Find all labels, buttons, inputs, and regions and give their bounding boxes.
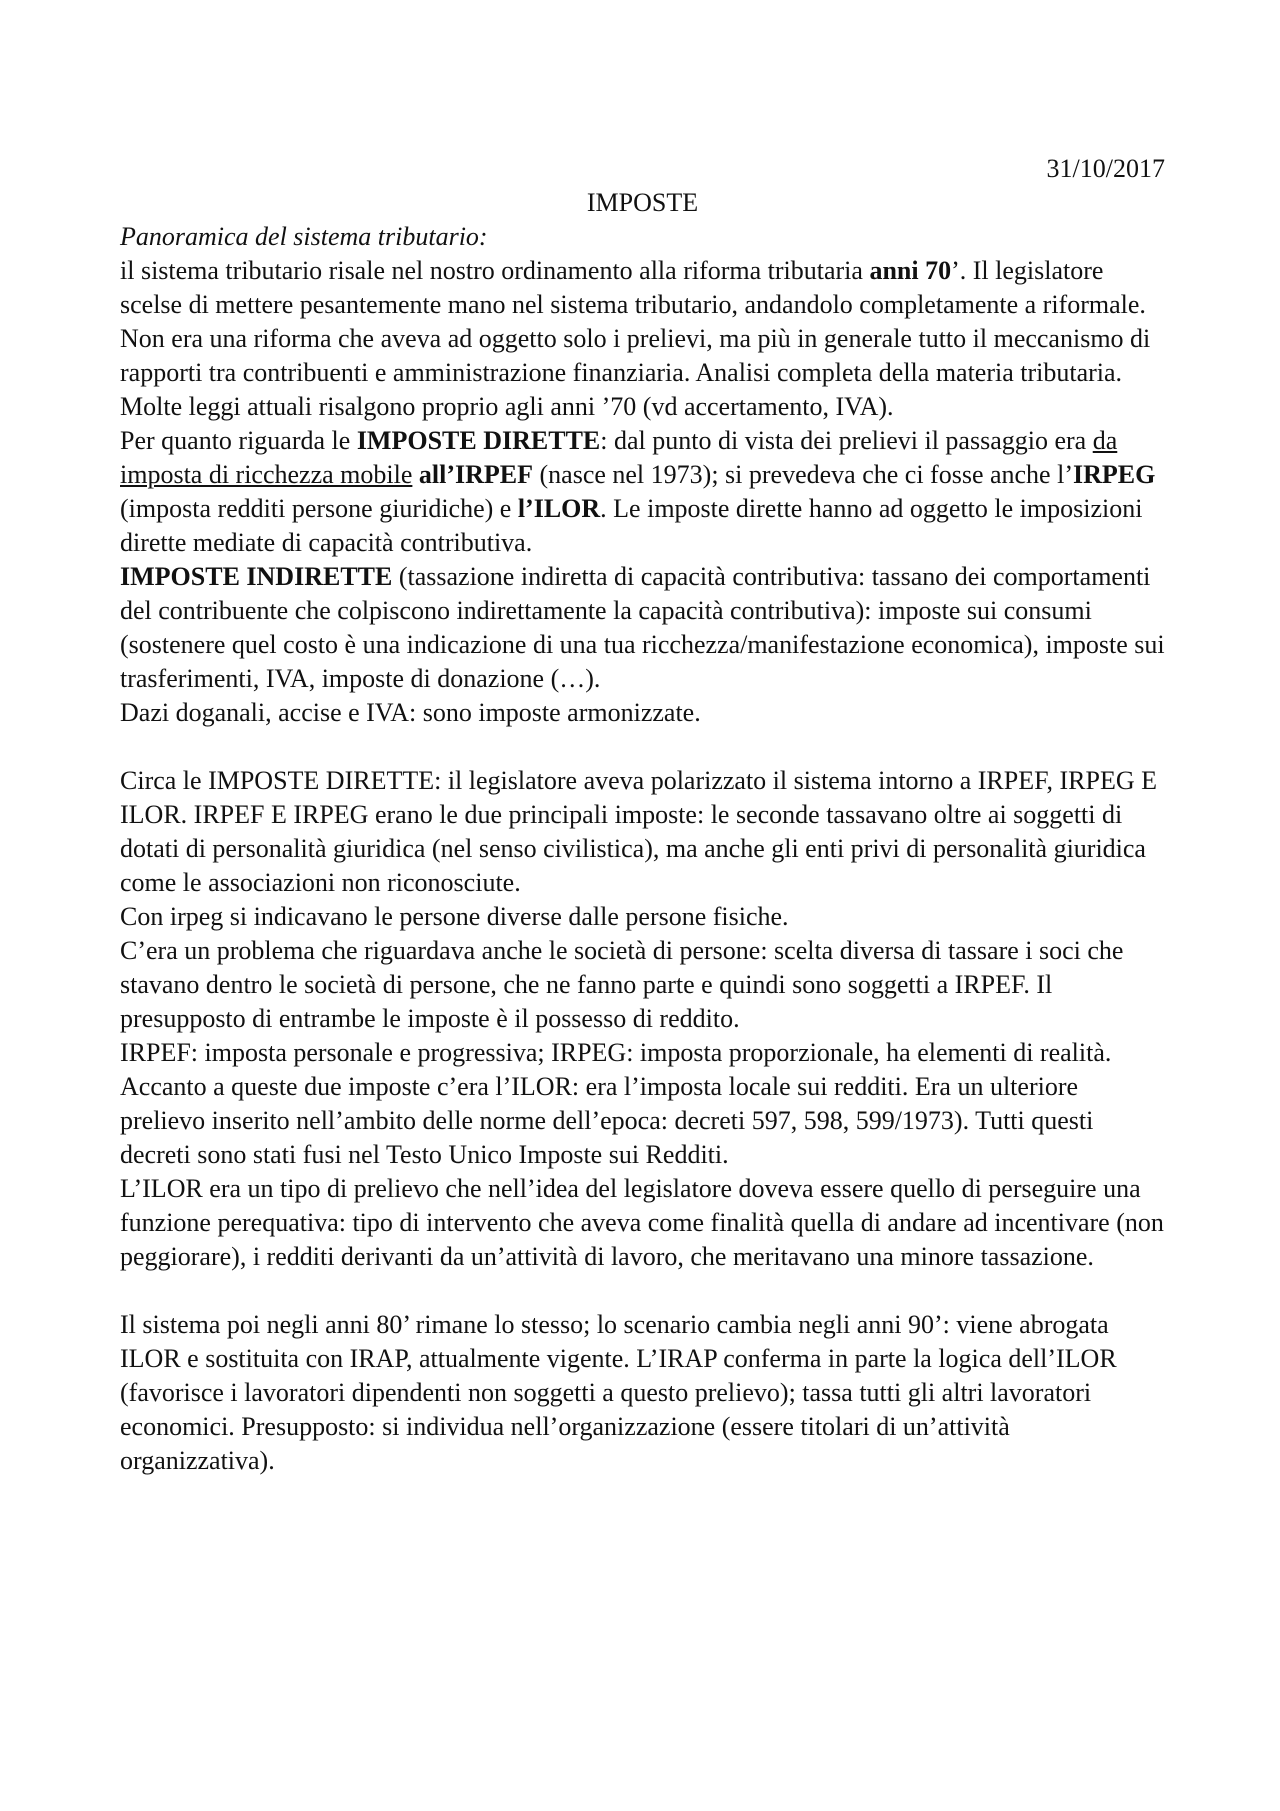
paragraph-leggi-attuali: Molte leggi attuali risalgono proprio agli anni ’70 (vd accertamento, IVA). [120,392,894,421]
paragraph-societa-persone: C’era un problema che riguardava anche le società di persone: scelta diversa di tassare i soci che stavano dentro le società di persone, che ne fanno parte e quindi sono soggetti a IRPEF. Il presupposto di entrambe le imposte è il possesso di reddito. [120,936,1124,1033]
bold-irpeg: IRPEG [1072,460,1156,489]
paragraph-irpeg: Con irpeg si indicavano le persone diverse dalle persone fisiche. [120,902,789,931]
paragraph-irap: Il sistema poi negli anni 80’ rimane lo stesso; lo scenario cambia negli anni 90’: viene abrogata ILOR e sostituita con IRAP, attualmente vigente. L’IRAP conferma in parte la logica dell’ILOR (favorisce i lavoratori dipendenti non soggetti a questo prelievo); tassa tutti gli altri lavoratori economici. Presupposto: si individua nell’organizzazione (essere titolari di un’attività organizzativa). [120,1310,1117,1475]
bold-ilor: l’ILOR [517,494,601,523]
underlined-ricchezza-mobile: da imposta di ricchezza mobile [120,426,1118,489]
paragraph-spacer [120,1274,1165,1308]
bold-imposte-indirette: IMPOSTE INDIRETTE [120,562,393,591]
paragraph-irpef-irpeg: IRPEF: imposta personale e progressiva; IRPEG: imposta proporzionale, ha elementi di realità. [120,1038,1112,1067]
section-subtitle: Panoramica del sistema tributario: [120,222,488,251]
bold-imposte-dirette: IMPOSTE DIRETTE [356,426,601,455]
paragraph-ilor-funzione: L’ILOR era un tipo di prelievo che nell’idea del legislatore doveva essere quello di perseguire una funzione perequativa: tipo di intervento che aveva come finalità quella di andare ad incentivare (non peggiorare), i redditi derivanti da un’attività di lavoro, che meritavano una minore tassazione. [120,1174,1164,1271]
paragraph-circa-imposte-dirette: Circa le IMPOSTE DIRETTE: il legislatore aveva polarizzato il sistema intorno a IRPEF, IRPEG E ILOR. IRPEF E IRPEG erano le due principali imposte: le seconde tassavano oltre ai soggetti di dotati di personalità giuridica (nel senso civilistica), ma anche gli enti privi di personalità giuridica come le associazioni non riconosciute. [120,766,1157,897]
paragraph-riforma: il sistema tributario risale nel nostro ordinamento alla riforma tributaria anni 70’. Il legislatore scelse di mettere pesantemente mano nel sistema tributario, andandolo completamente a riformale. Non era una riforma che aveva ad oggetto solo i prelievi, ma più in generale tutto il meccanismo di rapporti tra contribuenti e amministrazione finanziaria. Analisi completa della materia tributaria. [120,256,1151,387]
paragraph-imposte-dirette: Per quanto riguarda le IMPOSTE DIRETTE: dal punto di vista dei prelievi il passaggio era da imposta di ricchezza mobile all’IRPEF (nasce nel 1973); si prevedeva che ci fosse anche l’IRPEG (imposta redditi persone giuridiche) e l’ILOR. Le imposte dirette hanno ad oggetto le imposizioni dirette mediate di capacità contributiva. [120,426,1156,557]
document-title: IMPOSTE [586,188,699,217]
bold-irpef: all’IRPEF [418,460,533,489]
bold-anni-70: anni 70 [869,256,952,285]
document-body [120,152,1165,1478]
document-date: 31/10/2017 [1046,154,1165,183]
paragraph-spacer [120,730,1165,764]
paragraph-dazi: Dazi doganali, accise e IVA: sono imposte armonizzate. [120,698,701,727]
paragraph-imposte-indirette: IMPOSTE INDIRETTE (tassazione indiretta di capacità contributiva: tassano dei comportamenti del contribuente che colpiscono indirettamente la capacità contributiva): imposte sui consumi (sostenere quel costo è una indicazione di una tua ricchezza/manifestazione economica), imposte sui trasferimenti, IVA, imposte di donazione (…). [120,562,1165,693]
paragraph-ilor: Accanto a queste due imposte c’era l’ILOR: era l’imposta locale sui redditi. Era un ulteriore prelievo inserito nell’ambito delle norme dell’epoca: decreti 597, 598, 599/1973). Tutti questi decreti sono stati fusi nel Testo Unico Imposte sui Redditi. [120,1072,1094,1169]
